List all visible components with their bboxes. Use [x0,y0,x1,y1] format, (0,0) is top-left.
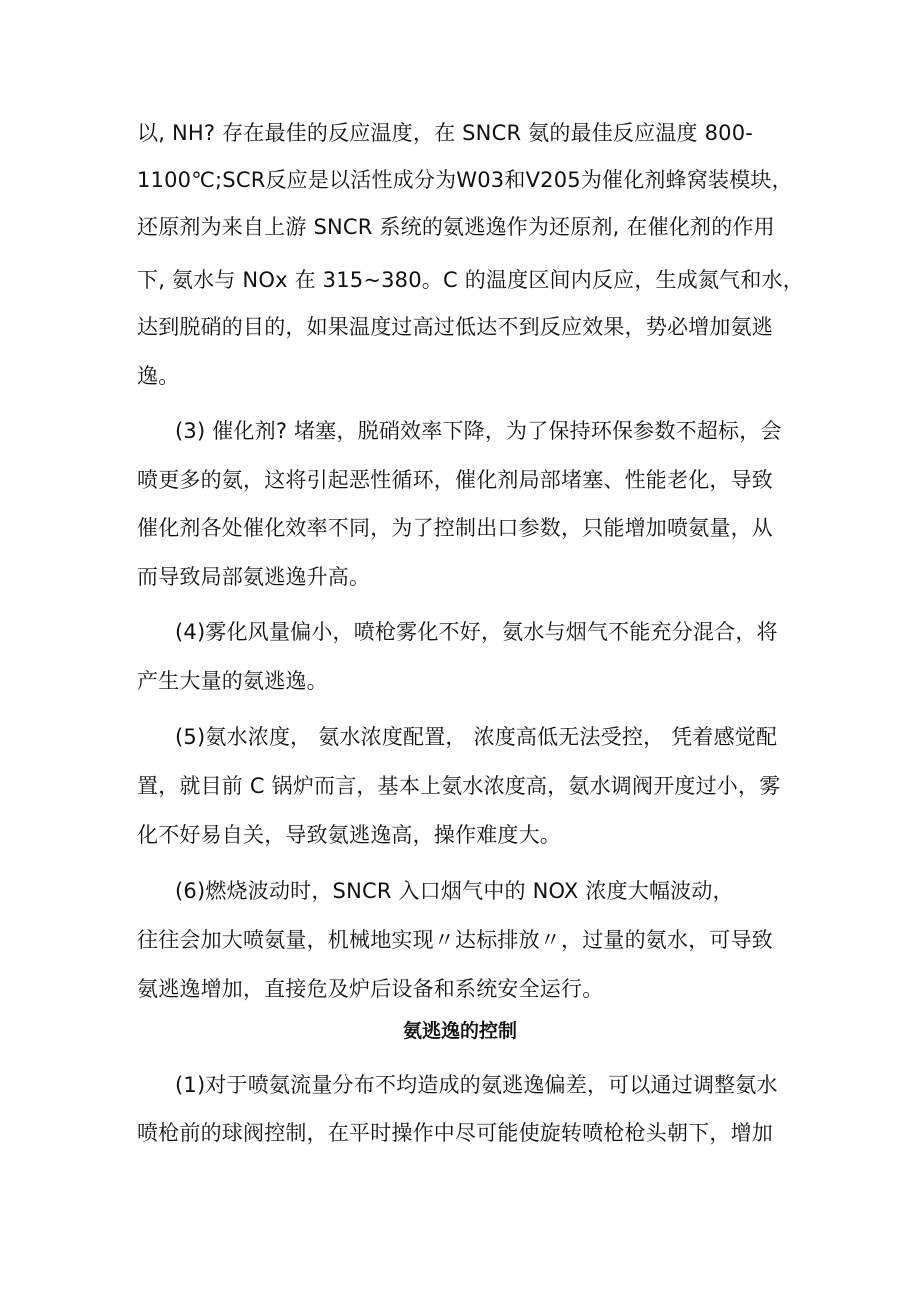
section-heading: 氨逃逸的控制 [402,1020,517,1042]
paragraph-line: 产生大量的氨逃逸。 [137,669,328,693]
paragraph-line: (1)对于喷氨流量分布不均造成的氨逃逸偏差，可以通过调整氨水 [175,1073,778,1097]
paragraph-line: 喷更多的氨，这将引起恶性循环，催化剂局部堵塞、性能老化，导致 [137,468,773,492]
paragraph-line: 喷枪前的球阀控制，在平时操作中尽可能使旋转喷枪枪头朝下，增加 [137,1121,773,1145]
paragraph-line: 催化剂各处催化效率不同，为了控制出口参数，只能增加喷氨量，从 [137,516,773,540]
paragraph-line: 置，就目前 C 锅炉而言，基本上氨水浓度高，氨水调阀开度过小，雾 [137,774,781,798]
paragraph-line: 下, 氨水与 NOx 在 315~380。C 的温度区间内反应，生成氮气和水， [137,268,804,292]
paragraph-line: (3) 催化剂? 堵塞，脱硝效率下降，为了保持环保参数不超标，会 [175,419,782,443]
paragraph-line: (6)燃烧波动时，SNCR 入口烟气中的 NOX 浓度大幅波动， [175,879,734,903]
paragraph-line: 氨逃逸增加，直接危及炉后设备和系统安全运行。 [137,977,604,1001]
paragraph-line: 1100℃;SCR反应是以活性成分为W03和V205为催化剂蜂窝装模块， [137,168,793,192]
paragraph-line: 往往会加大喷氨量，机械地实现〃达标排放〃，过量的氨水，可导致 [137,928,773,952]
paragraph-line: 以, NH? 存在最佳的反应温度，在 SNCR 氨的最佳反应温度 800- [137,121,754,145]
paragraph-line: 而导致局部氨逃逸升高。 [137,565,371,589]
paragraph-line: 化不好易自关，导致氨逃逸高，操作难度大。 [137,823,561,847]
paragraph-line: 达到脱硝的目的，如果温度过高过低达不到反应效果，势必增加氨逃 [137,315,773,339]
paragraph-line: 还原剂为来自上游 SNCR 系统的氨逃逸作为还原剂, 在催化剂的作用 [137,215,775,239]
paragraph-line: (4)雾化风量偏小，喷枪雾化不好，氨水与烟气不能充分混合，将 [175,620,778,644]
paragraph-line: 逸。 [137,364,180,388]
paragraph-line: (5)氨水浓度， 氨水浓度配置， 浓度高低无法受控， 凭着感觉配 [175,725,778,749]
